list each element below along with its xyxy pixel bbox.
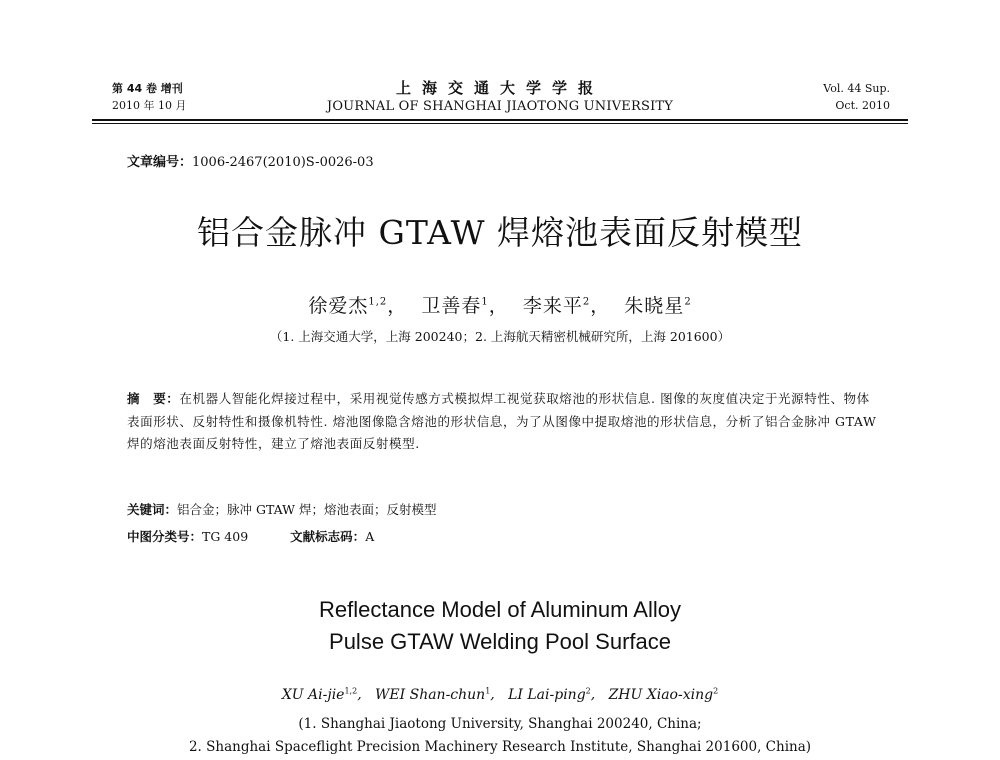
abstract-text: 在机器人智能化焊接过程中，采用视觉传感方式模拟焊工视觉获取熔池的形状信息. 图像的灰度值决定于光源特性、物体表面形状、反射特性和摄像机特性. 熔池图像隐含熔池的形状信息，为了从图像中提取熔池的形状信息，分析了铝合金脉冲 GTAW 焊的熔池表面反射特性，建立了熔池表面反射模型.	[127, 391, 877, 451]
cls-value: TG 409	[202, 529, 249, 544]
article-number-label: 文章编号：	[127, 155, 193, 170]
volume-cn: 第 44 卷 增刊	[112, 82, 183, 95]
header-journal-name	[92, 78, 908, 116]
journal-name-cn: 上海交通大学学报	[395, 79, 604, 97]
author-en: XU Ai-jie$^{1,2}$	[281, 686, 358, 703]
keywords-text: 铝合金；脉冲 GTAW 焊；熔池表面；反射模型	[177, 502, 437, 517]
header-volume-en	[823, 80, 890, 114]
header-rule	[92, 119, 908, 121]
journal-name-en: JOURNAL OF SHANGHAI JIAOTONG UNIVERSITY	[326, 99, 674, 114]
affiliations-cn: （1. 上海交通大学，上海 200240；2. 上海航天精密机械研究所，上海 201600）	[269, 329, 731, 344]
author-cn: 李来平$^2$	[522, 295, 591, 317]
author-cn: 朱晓星$^2$	[624, 295, 692, 317]
abstract-cn	[127, 388, 877, 456]
doc-code-label: 文献标志码：	[290, 529, 366, 544]
journal-header	[92, 78, 908, 124]
date-cn: 2010 年 10 月	[112, 99, 187, 112]
title-cn: 铝合金脉冲 GTAW 焊熔池表面反射模型	[197, 213, 803, 252]
author-en: LI Lai-ping$^2$	[508, 686, 591, 703]
article-number-value: 1006-2467(2010)S-0026-03	[192, 155, 374, 170]
header-rule-thin	[92, 123, 908, 124]
abstract-label: 摘 要：	[127, 391, 180, 406]
title-en	[0, 594, 1000, 658]
title-en-line1: Reflectance Model of Aluminum Alloy	[319, 597, 681, 622]
affiliation-en-line1: (1. Shanghai Jiaotong University, Shanghai 200240, China;	[298, 716, 702, 732]
affiliation-en-line2: 2. Shanghai Spaceflight Precision Machinery Research Institute, Shanghai 201600, China)	[188, 739, 812, 755]
classification	[127, 527, 374, 545]
title-en-line2: Pulse GTAW Welding Pool Surface	[329, 629, 671, 654]
affiliations-en	[0, 713, 1000, 759]
author-cn: 卫善春$^1$	[421, 295, 489, 317]
keywords-label: 关键词：	[127, 502, 178, 517]
author-en: ZHU Xiao-xing$^2$	[608, 686, 719, 703]
volume-en: Vol. 44 Sup.	[823, 82, 890, 95]
authors-en: XU Ai-jie$^{1,2}$, WEI Shan-chun$^1$, LI Lai-ping$^2$, ZHU Xiao-xing$^2$	[281, 686, 719, 703]
doc-code-value: A	[365, 529, 375, 544]
authors-cn: 徐爱杰$^{1,2}$， 卫善春$^1$， 李来平$^2$， 朱晓星$^2$	[308, 295, 692, 317]
date-en: Oct. 2010	[835, 99, 890, 112]
cls-label: 中图分类号：	[127, 529, 203, 544]
keywords-cn	[127, 500, 436, 518]
author-en: WEI Shan-chun$^1$	[375, 686, 491, 703]
author-cn: 徐爱杰$^{1,2}$	[308, 295, 388, 317]
article-number	[127, 151, 374, 170]
